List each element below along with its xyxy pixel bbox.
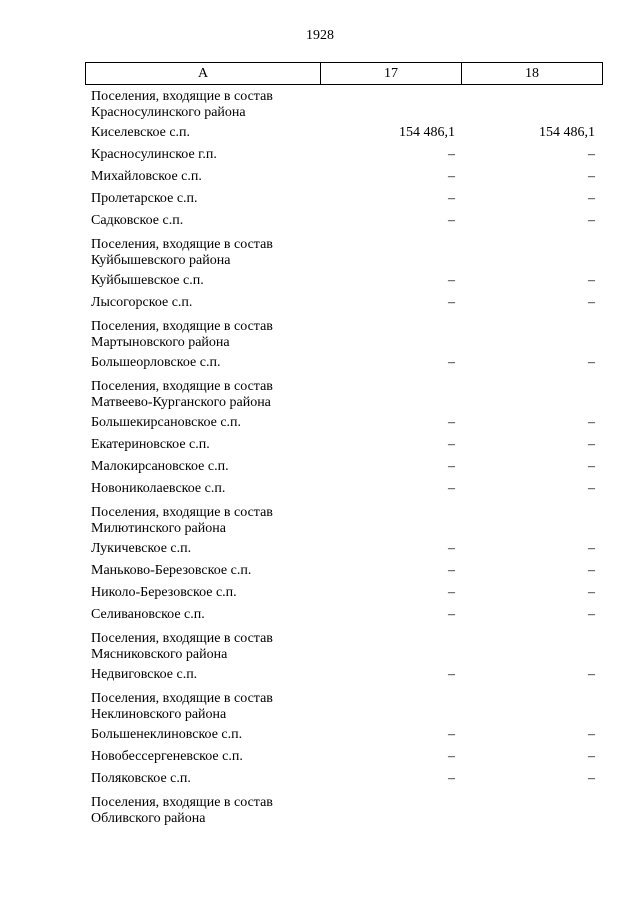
value-col-17: – [448, 273, 455, 288]
value-col-17: – [448, 749, 455, 764]
column-header-17: 17 [321, 63, 462, 85]
value-col-17: – [448, 607, 455, 622]
table-row [85, 146, 601, 163]
group-header-row [85, 691, 601, 723]
value-col-18: 154 486,1 [539, 125, 595, 140]
group-header-row [85, 505, 601, 537]
value-col-18: – [588, 191, 595, 206]
value-col-17: – [448, 771, 455, 786]
group-header-row [85, 795, 601, 827]
value-col-17: – [448, 667, 455, 682]
table-row [85, 458, 601, 475]
settlement-name: Николо-Березовское с.п. [91, 585, 237, 600]
group-header-row [85, 237, 601, 269]
table-row [85, 272, 601, 289]
value-col-17: – [448, 541, 455, 556]
value-col-18: – [588, 437, 595, 452]
table-row [85, 726, 601, 743]
settlement-name: Пролетарское с.п. [91, 191, 198, 206]
group-label: Поселения, входящие в состав Милютинского района [91, 505, 273, 536]
value-col-18: – [588, 459, 595, 474]
table-row [85, 606, 601, 623]
settlement-name: Куйбышевское с.п. [91, 273, 204, 288]
group-header-row [85, 379, 601, 411]
settlement-name: Новобессергеневское с.п. [91, 749, 243, 764]
value-col-18: – [588, 355, 595, 370]
table-row [85, 190, 601, 207]
table-row [85, 414, 601, 431]
group-header-row [85, 319, 601, 351]
value-col-18: – [588, 213, 595, 228]
group-label: Поселения, входящие в состав Неклиновского района [91, 691, 273, 722]
value-col-17: – [448, 191, 455, 206]
value-col-18: – [588, 295, 595, 310]
group-header-row [85, 631, 601, 663]
group-label: Поселения, входящие в состав Матвеево-Курганского района [91, 379, 273, 410]
table-row [85, 480, 601, 497]
group-label: Поселения, входящие в состав Обливского района [91, 795, 273, 826]
value-col-17: – [448, 481, 455, 496]
group-label: Поселения, входящие в состав Мартыновского района [91, 319, 273, 350]
page-number: 1928 [306, 28, 334, 43]
column-header-table [85, 62, 603, 85]
table-row [85, 436, 601, 453]
settlement-name: Поляковское с.п. [91, 771, 191, 786]
table-row [85, 168, 601, 185]
settlement-name: Красносулинское г.п. [91, 147, 217, 162]
value-col-17: – [448, 437, 455, 452]
value-col-18: – [588, 771, 595, 786]
column-header-a: А [86, 63, 321, 85]
value-col-18: – [588, 169, 595, 184]
value-col-18: – [588, 147, 595, 162]
value-col-17: – [448, 295, 455, 310]
group-label: Поселения, входящие в состав Красносулинского района [91, 89, 273, 120]
table-row [85, 666, 601, 683]
value-col-18: – [588, 541, 595, 556]
value-col-17: – [448, 727, 455, 742]
table-row [85, 770, 601, 787]
value-col-17: 154 486,1 [399, 125, 455, 140]
table-row [85, 124, 601, 141]
value-col-17: – [448, 147, 455, 162]
value-col-17: – [448, 563, 455, 578]
value-col-18: – [588, 563, 595, 578]
settlement-name: Большекирсановское с.п. [91, 415, 242, 430]
value-col-18: – [588, 667, 595, 682]
settlement-name: Лукичевское с.п. [91, 541, 192, 556]
table-row [85, 294, 601, 311]
settlement-name: Михайловское с.п. [91, 169, 202, 184]
value-col-18: – [588, 415, 595, 430]
value-col-17: – [448, 355, 455, 370]
table-row [85, 212, 601, 229]
value-col-18: – [588, 273, 595, 288]
table-row [85, 748, 601, 765]
settlement-name: Киселевское с.п. [91, 125, 191, 140]
settlement-name: Маньково-Березовское с.п. [91, 563, 252, 578]
table-row [85, 354, 601, 371]
value-col-17: – [448, 169, 455, 184]
value-col-17: – [448, 459, 455, 474]
settlement-name: Малокирсановское с.п. [91, 459, 229, 474]
settlement-name: Лысогорское с.п. [91, 295, 193, 310]
value-col-18: – [588, 749, 595, 764]
settlement-name: Новониколаевское с.п. [91, 481, 226, 496]
settlement-name: Недвиговское с.п. [91, 667, 198, 682]
settlement-name: Садковское с.п. [91, 213, 184, 228]
group-label: Поселения, входящие в состав Мясниковского района [91, 631, 273, 662]
table-row [85, 562, 601, 579]
group-header-row [85, 89, 601, 121]
settlement-name: Большеорловское с.п. [91, 355, 221, 370]
value-col-18: – [588, 481, 595, 496]
value-col-18: – [588, 585, 595, 600]
settlement-name: Екатериновское с.п. [91, 437, 210, 452]
value-col-17: – [448, 585, 455, 600]
table-row [85, 540, 601, 557]
group-label: Поселения, входящие в состав Куйбышевского района [91, 237, 273, 268]
table-row [85, 584, 601, 601]
value-col-18: – [588, 727, 595, 742]
settlement-name: Селивановское с.п. [91, 607, 205, 622]
value-col-17: – [448, 213, 455, 228]
value-col-17: – [448, 415, 455, 430]
value-col-18: – [588, 607, 595, 622]
column-header-18: 18 [462, 63, 603, 85]
settlement-name: Большенеклиновское с.п. [91, 727, 243, 742]
column-header-row [86, 63, 603, 85]
